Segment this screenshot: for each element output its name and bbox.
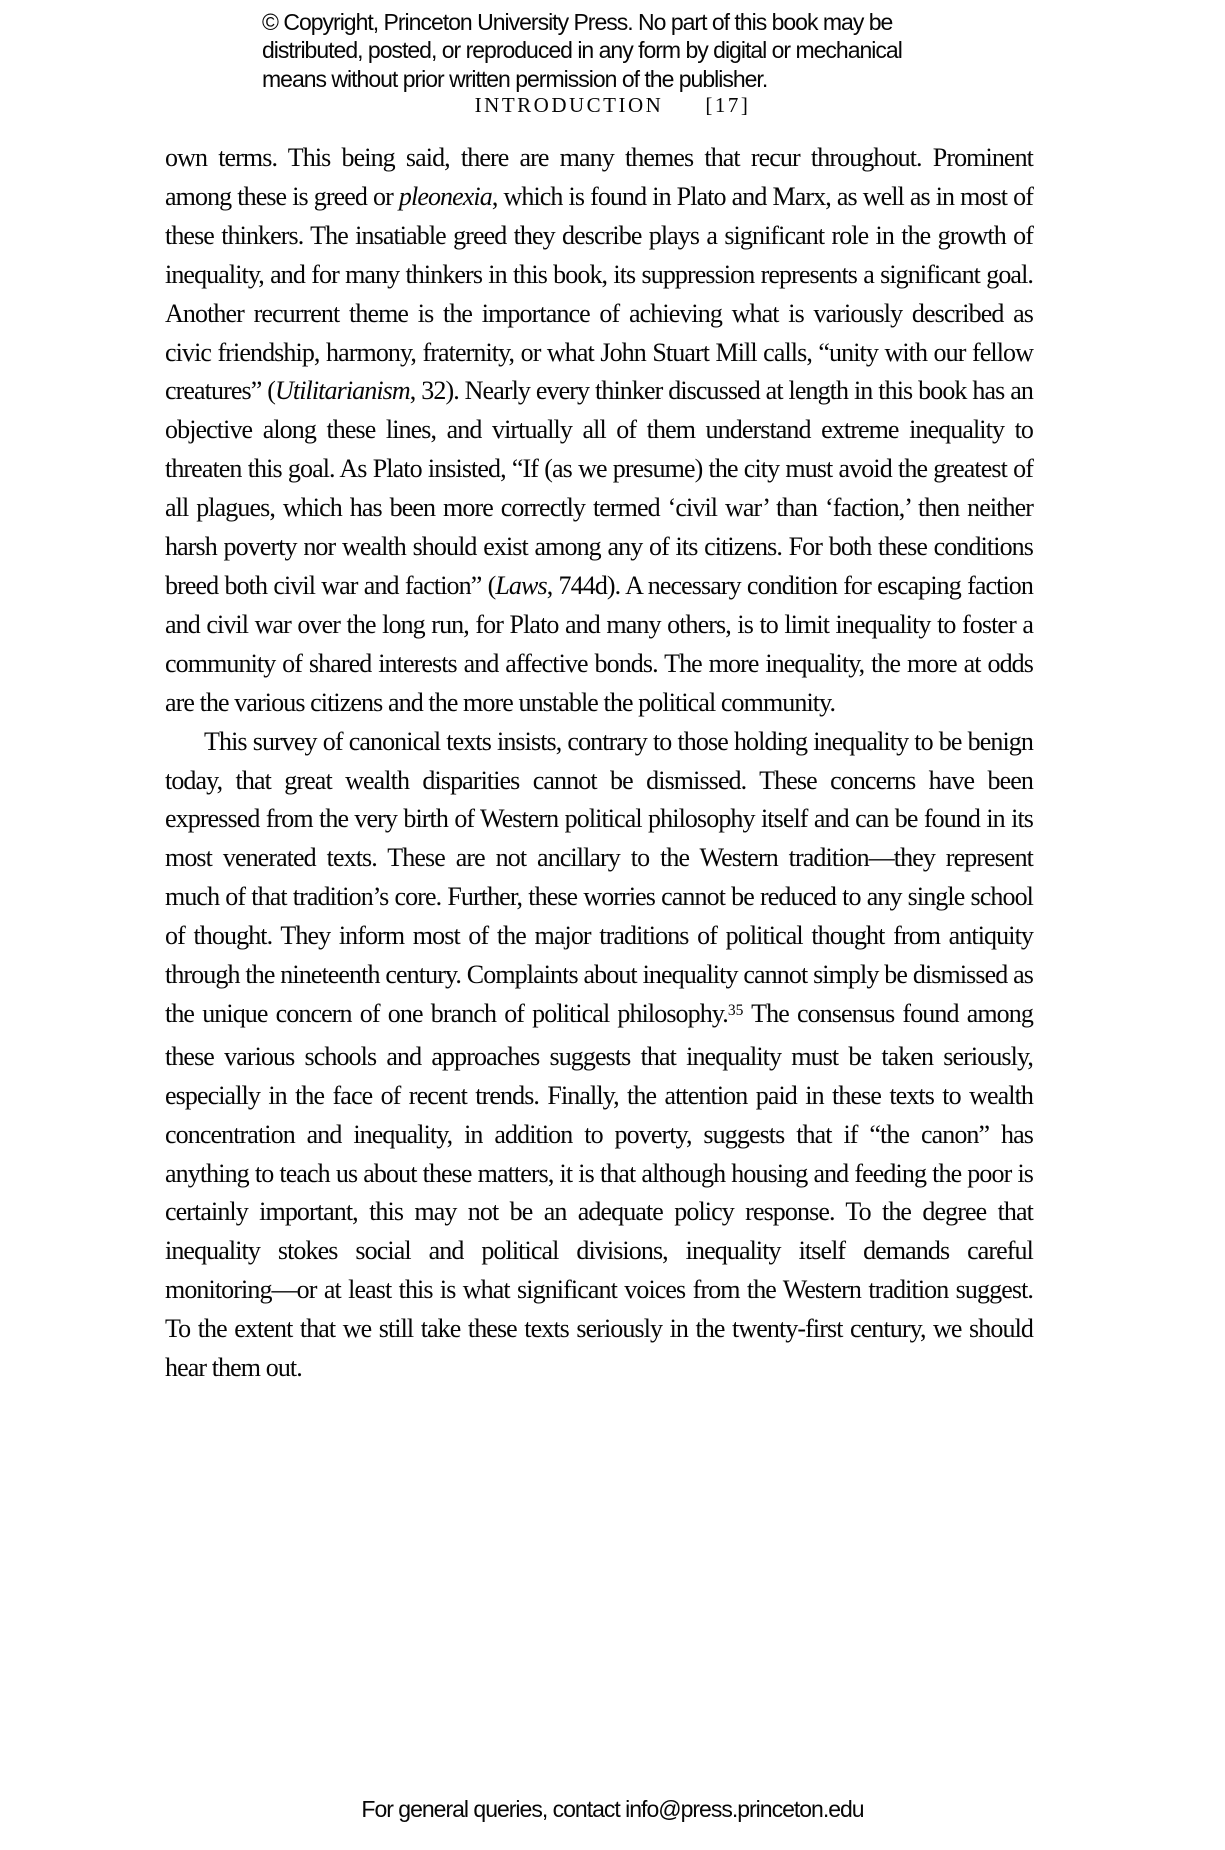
paragraph-2: This survey of canonical texts insists, contrary to those holding inequality to be benign today, that great wealth disparities cannot be dismissed. These concerns have been expressed from the very birth of Western political philosophy itself and can be found in its most venerated texts. These are not ancillary to the Western tradition—they represent much of that tradition’s core. Further, these worries cannot be reduced to any single school of thought. They inform most of the major traditions of political thought from antiquity through the nineteenth century. Complaints about inequality cannot simply be dismissed as the unique concern of one branch of political philosophy.$^{35}$ The consensus found among these various schools and approaches suggests that inequality must be taken seriously, especially in the face of recent trends. Finally, the attention paid in these texts to wealth concentration and inequality, in addition to poverty, suggests that if “the canon” has anything to teach us about these matters, it is that although housing and feeding the poor is certainly important, this may not be an adequate policy response. To the degree that inequality stokes social and political divisions, inequality itself demands careful monitoring—or at least this is what significant voices from the Western tradition suggest. To the extent that we still take these texts seriously in the twenty-first century, we should hear them out. — [165, 726, 1033, 1383]
copyright-line-3: means without prior written permission of the publisher. — [262, 65, 768, 92]
page-number: [17] — [705, 93, 751, 117]
footer-contact: For general queries, contact info@press.princeton.edu — [361, 1796, 864, 1822]
chapter-title: INTRODUCTION — [474, 93, 664, 117]
copyright-notice — [262, 8, 902, 93]
copyright-line-2: distributed, posted, or reproduced in any form by digital or mechanical — [262, 37, 902, 64]
paragraph-1: own terms. This being said, there are many themes that recur throughout. Prominent among these is greed or pleonexia, which is found in Plato and Marx, as well as in most of these thinkers. The insatiable greed they describe plays a significant role in the growth of inequality, and for many thinkers in this book, its suppression represents a significant goal. Another recurrent theme is the importance of achieving what is variously described as civic friendship, harmony, fraternity, or what John Stuart Mill calls, “unity with our fellow creatures” (Utilitarianism, 32). Nearly every thinker discussed at length in this book has an objective along these lines, and virtually all of them understand extreme inequality to threaten this goal. As Plato insisted, “If (as we presume) the city must avoid the greatest of all plagues, which has been more correctly termed ‘civil war’ than ‘faction,’ then neither harsh poverty nor wealth should exist among any of its citizens. For both these conditions breed both civil war and faction” (Laws, 744d). A necessary condition for escaping faction and civil war over the long run, for Plato and many others, is to limit inequality to foster a community of shared interests and affective bonds. The more inequality, the more at odds are the various citizens and the more unstable the political community. — [165, 143, 1034, 717]
copyright-line-1: © Copyright, Princeton University Press. No part of this book may be — [262, 9, 893, 35]
running-header — [0, 93, 1225, 118]
body-text — [165, 139, 1033, 1388]
